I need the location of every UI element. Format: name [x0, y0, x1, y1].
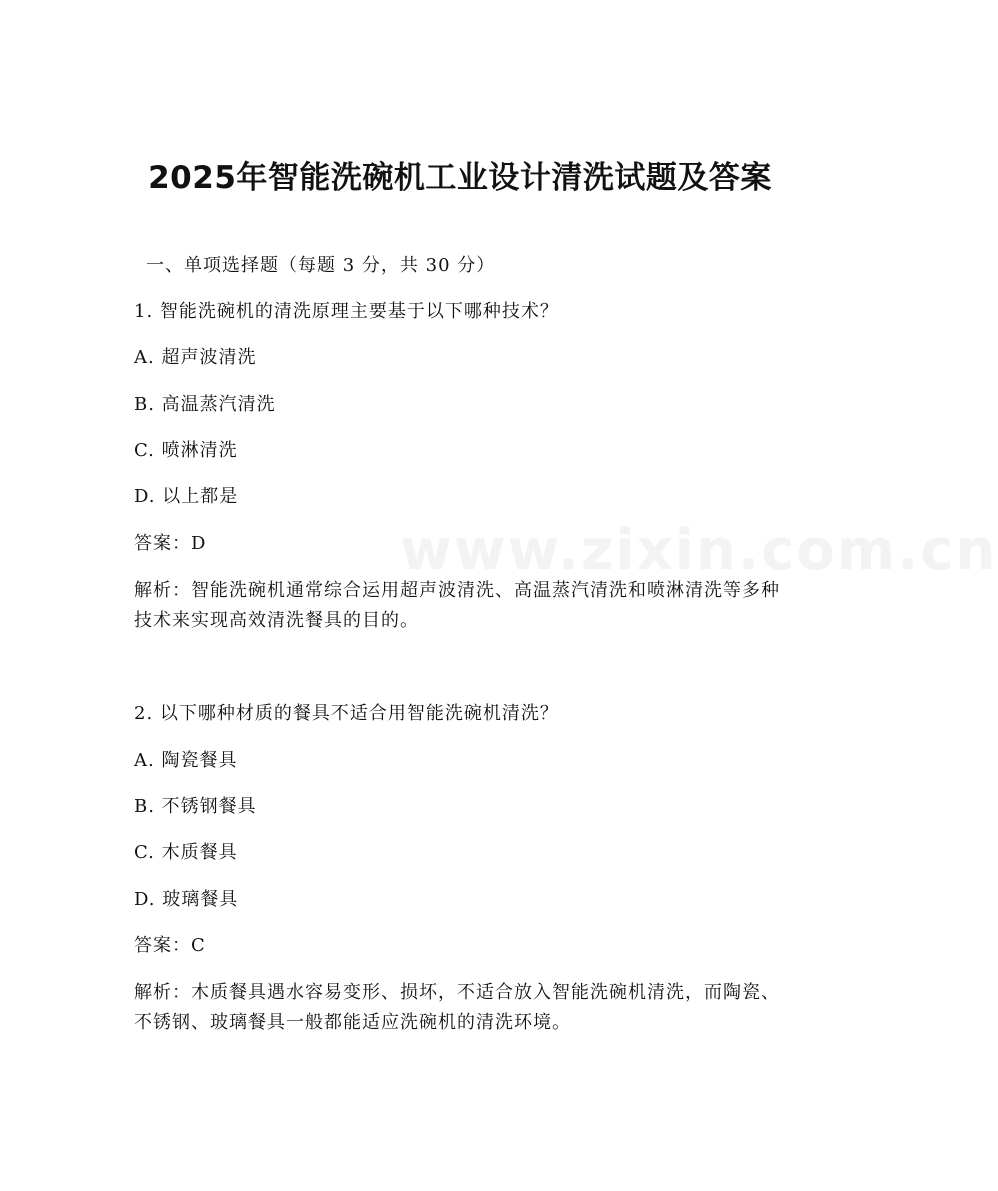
question-1-analysis: 解析：智能洗碗机通常综合运用超声波清洗、高温蒸汽清洗和喷淋清洗等多种技术来实现高效清洗餐具的目的。 — [134, 580, 780, 631]
question-2-option-c: C. 木质餐具 — [134, 842, 238, 863]
question-2-option-b: B. 不锈钢餐具 — [134, 796, 257, 817]
question-1-option-c: C. 喷淋清洗 — [134, 440, 238, 461]
question-1-option-a: A. 超声波清洗 — [134, 347, 257, 368]
question-2-option-d: D. 玻璃餐具 — [134, 889, 239, 910]
watermark: www.zixin.com.cn — [400, 518, 998, 583]
question-2-stem: 2. 以下哪种材质的餐具不适合用智能洗碗机清洗？ — [134, 703, 559, 724]
question-1-option-d: D. 以上都是 — [134, 486, 239, 507]
question-2-answer: 答案：C — [134, 935, 206, 956]
document-title: 2025年智能洗碗机工业设计清洗试题及答案 — [148, 160, 772, 196]
question-2-option-a: A. 陶瓷餐具 — [134, 750, 238, 771]
question-1-answer: 答案：D — [134, 533, 207, 554]
question-1-option-b: B. 高温蒸汽清洗 — [134, 394, 276, 415]
question-2-analysis: 解析：木质餐具遇水容易变形、损坏，不适合放入智能洗碗机清洗，而陶瓷、不锈钢、玻璃餐具一般都能适应洗碗机的清洗环境。 — [134, 982, 780, 1033]
question-1-stem: 1. 智能洗碗机的清洗原理主要基于以下哪种技术？ — [134, 301, 559, 322]
section-heading: 一、单项选择题（每题 3 分，共 30 分） — [146, 255, 496, 276]
